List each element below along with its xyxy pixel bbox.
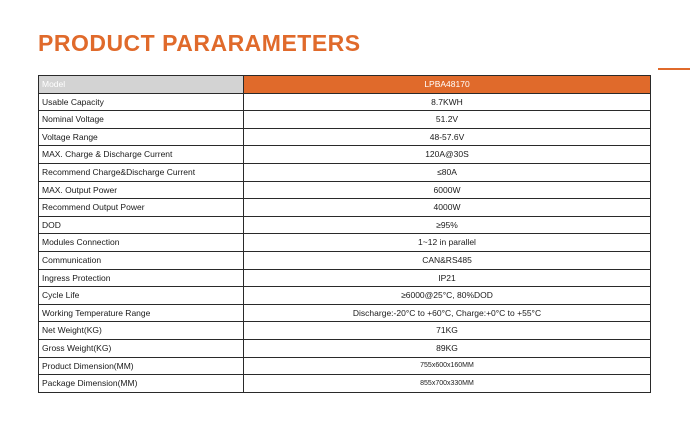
table-header-row xyxy=(39,76,651,94)
param-label: Package Dimension(MM) xyxy=(39,375,244,393)
param-label: Gross Weight(KG) xyxy=(39,339,244,357)
table-row xyxy=(39,234,651,252)
param-label: Cycle Life xyxy=(39,287,244,305)
param-label: Usable Capacity xyxy=(39,93,244,111)
table-row xyxy=(39,146,651,164)
param-label: Ingress Protection xyxy=(39,269,244,287)
param-value: CAN&RS485 xyxy=(244,251,651,269)
table-row xyxy=(39,163,651,181)
param-value: 120A@30S xyxy=(244,146,651,164)
table-row xyxy=(39,304,651,322)
param-label: Recommend Output Power xyxy=(39,199,244,217)
param-value: 71KG xyxy=(244,322,651,340)
param-value: ≤80A xyxy=(244,163,651,181)
table-row xyxy=(39,128,651,146)
param-value: 51.2V xyxy=(244,111,651,129)
table-row xyxy=(39,93,651,111)
table-row xyxy=(39,216,651,234)
param-label: Net Weight(KG) xyxy=(39,322,244,340)
param-value: 89KG xyxy=(244,339,651,357)
param-value: 8.7KWH xyxy=(244,93,651,111)
header-label-cell: Model xyxy=(39,76,244,94)
param-value: ≥95% xyxy=(244,216,651,234)
param-value: IP21 xyxy=(244,269,651,287)
page-title: PRODUCT PARARAMETERS xyxy=(38,30,361,56)
param-value: 4000W xyxy=(244,199,651,217)
param-value: 755x600x160MM xyxy=(244,357,651,375)
param-value: ≥6000@25°C, 80%DOD xyxy=(244,287,651,305)
table-row xyxy=(39,269,651,287)
param-value: 48-57.6V xyxy=(244,128,651,146)
param-value: 1~12 in parallel xyxy=(244,234,651,252)
param-label: DOD xyxy=(39,216,244,234)
table-row xyxy=(39,181,651,199)
product-parameters-table xyxy=(38,75,651,393)
table-row xyxy=(39,339,651,357)
param-label: Voltage Range xyxy=(39,128,244,146)
table-row xyxy=(39,111,651,129)
header-value-cell: LPBA48170 xyxy=(244,76,651,94)
param-label: Working Temperature Range xyxy=(39,304,244,322)
param-label: Communication xyxy=(39,251,244,269)
param-label: Nominal Voltage xyxy=(39,111,244,129)
table-row xyxy=(39,199,651,217)
accent-divider xyxy=(658,68,690,70)
param-value: 6000W xyxy=(244,181,651,199)
param-label: Product Dimension(MM) xyxy=(39,357,244,375)
table-row xyxy=(39,251,651,269)
param-label: Modules Connection xyxy=(39,234,244,252)
table-row xyxy=(39,287,651,305)
param-value: Discharge:-20°C to +60°C, Charge:+0°C to +55°C xyxy=(244,304,651,322)
param-label: Recommend Charge&Discharge Current xyxy=(39,163,244,181)
param-label: MAX. Output Power xyxy=(39,181,244,199)
param-value: 855x700x330MM xyxy=(244,375,651,393)
table-row xyxy=(39,375,651,393)
table-row xyxy=(39,322,651,340)
param-label: MAX. Charge & Discharge Current xyxy=(39,146,244,164)
table-row xyxy=(39,357,651,375)
